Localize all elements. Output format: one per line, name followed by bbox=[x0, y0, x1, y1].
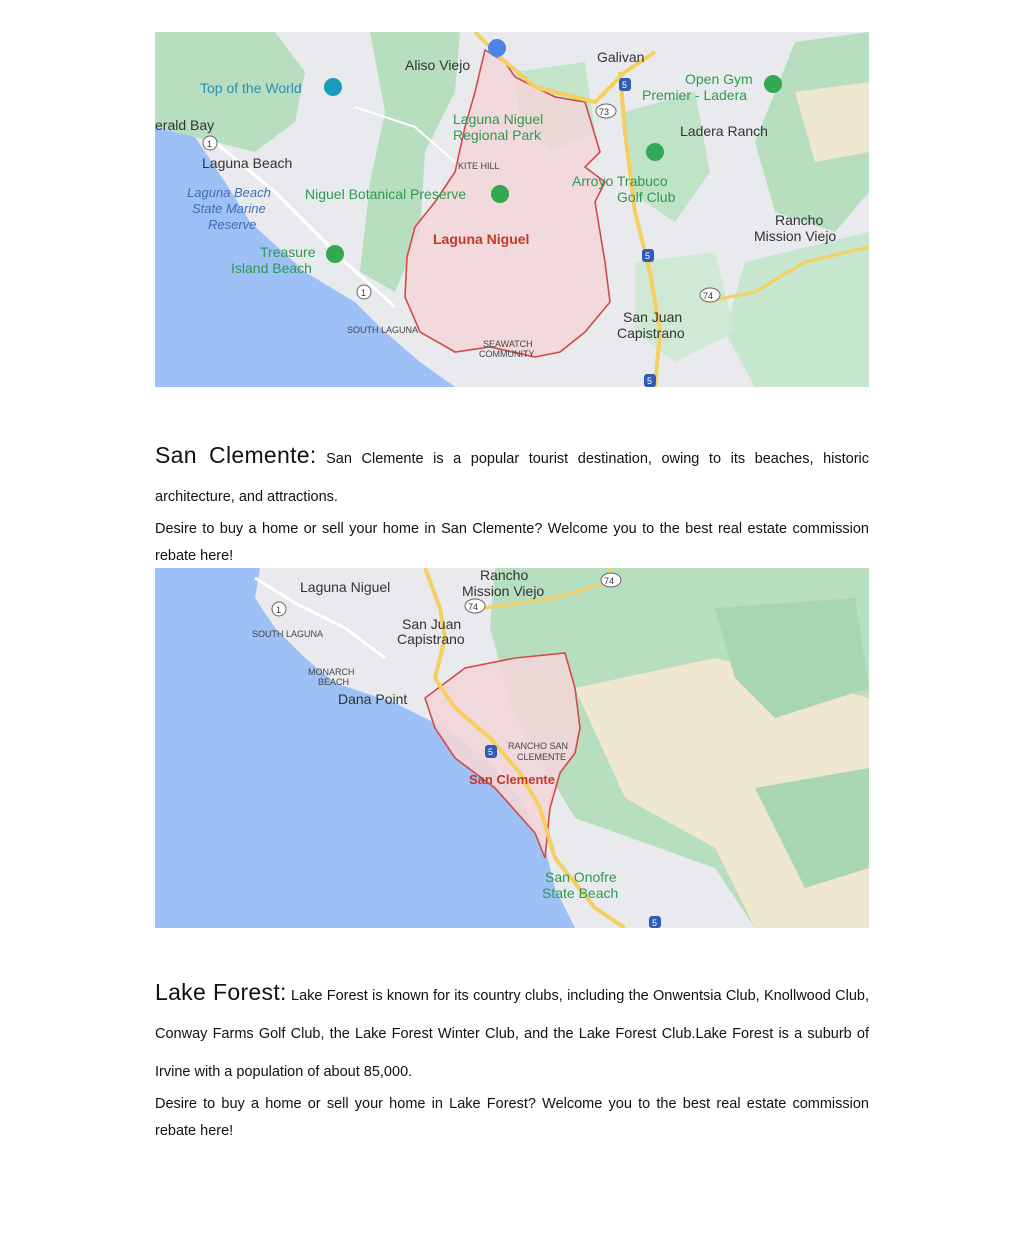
san-clemente-heading: San Clemente: bbox=[155, 442, 317, 468]
lake-forest-heading: Lake Forest: bbox=[155, 979, 287, 1005]
lake-forest-description: Lake Forest is known for its country clubs, including the Onwentsia Club, Knollwood Club, Conway Farms Golf Club, the Lake Forest Winter Club, and the Lake Forest Club.Lake Forest is a suburb of Irvine with a population of about 85,000. bbox=[155, 988, 870, 1080]
map1-label-rancho-mv-1: Rancho bbox=[775, 212, 824, 228]
map1-label-top-of-world: Top of the World bbox=[200, 80, 302, 96]
map2-label-city: San Clemente bbox=[469, 772, 555, 787]
gym-pin-icon[interactable] bbox=[764, 75, 782, 93]
map-san-clemente[interactable] bbox=[155, 568, 869, 928]
shopping-pin-icon[interactable] bbox=[488, 39, 506, 57]
map-laguna-niguel[interactable] bbox=[155, 32, 869, 387]
map1-label-emerald-bay: erald Bay bbox=[155, 117, 215, 133]
interstate-5-shield-icon-2 bbox=[642, 249, 654, 262]
camera-pin-icon[interactable] bbox=[324, 78, 342, 96]
svg-text:5: 5 bbox=[488, 747, 494, 757]
map2-label-rancho-sc-2: CLEMENTE bbox=[517, 752, 567, 762]
map1-label-botanical: Niguel Botanical Preserve bbox=[305, 186, 467, 202]
lake-forest-cta: Desire to buy a home or sell your home in Lake Forest? Welcome you to the best real estate commission rebate here! bbox=[155, 1096, 869, 1139]
golf-pin-icon[interactable] bbox=[646, 143, 664, 161]
map1-label-arroyo-2: Golf Club bbox=[617, 189, 676, 205]
map1-label-aliso-viejo: Aliso Viejo bbox=[405, 57, 471, 73]
map2-label-south-laguna: SOUTH LAGUNA bbox=[252, 629, 324, 639]
map1-label-treasure-2: Island Beach bbox=[231, 260, 312, 276]
map1-label-ladera-ranch: Ladera Ranch bbox=[680, 123, 768, 139]
svg-text:1: 1 bbox=[276, 605, 282, 615]
svg-text:1: 1 bbox=[207, 139, 213, 149]
map2-label-sjc-2: Capistrano bbox=[397, 631, 465, 647]
svg-text:74: 74 bbox=[604, 576, 615, 586]
route-74-shield-icon bbox=[601, 573, 621, 587]
map-san-clemente-canvas bbox=[155, 568, 869, 928]
route-74-shield-icon bbox=[700, 288, 720, 302]
route-73-shield-icon bbox=[596, 104, 616, 118]
map1-label-galivan: Galivan bbox=[597, 49, 645, 65]
svg-text:1: 1 bbox=[361, 288, 367, 298]
beach-pin-icon[interactable] bbox=[326, 245, 344, 263]
map1-label-laguna-beach: Laguna Beach bbox=[202, 155, 293, 171]
svg-text:74: 74 bbox=[468, 602, 479, 612]
interstate-5-shield-icon-3 bbox=[644, 374, 656, 387]
svg-text:5: 5 bbox=[645, 251, 651, 261]
interstate-5-shield-icon bbox=[485, 745, 497, 758]
map1-label-south-laguna: SOUTH LAGUNA bbox=[347, 325, 419, 335]
map1-label-ln-regional-park-2: Regional Park bbox=[453, 127, 541, 143]
map1-label-sjc-2: Capistrano bbox=[617, 325, 685, 341]
route-74-shield-icon-2 bbox=[465, 599, 485, 613]
route-1-shield-icon bbox=[203, 136, 217, 150]
map1-label-ln-regional-park-1: Laguna Niguel bbox=[453, 111, 544, 127]
map2-label-san-onofre-2: State Beach bbox=[542, 885, 619, 901]
map1-label-rancho-mv-2: Mission Viejo bbox=[754, 228, 837, 244]
map2-label-monarch-2: BEACH bbox=[318, 677, 350, 687]
map1-label-open-gym: Open Gym bbox=[685, 71, 753, 87]
map2-label-laguna-niguel: Laguna Niguel bbox=[300, 579, 391, 595]
map1-label-open-gym-2: Premier - Ladera bbox=[642, 87, 748, 103]
map1-label-arroyo-1: Arroyo Trabuco bbox=[572, 173, 668, 189]
svg-text:74: 74 bbox=[703, 291, 714, 301]
svg-text:5: 5 bbox=[647, 376, 653, 386]
lake-forest-section bbox=[155, 973, 869, 1145]
map2-label-rancho-mv-2: Mission Viejo bbox=[462, 583, 545, 599]
svg-text:5: 5 bbox=[652, 918, 658, 928]
map2-label-san-onofre-1: San Onofre bbox=[545, 869, 617, 885]
map1-label-city: Laguna Niguel bbox=[433, 231, 530, 247]
svg-text:5: 5 bbox=[622, 80, 628, 90]
map1-label-marine-1: Laguna Beach bbox=[187, 185, 271, 200]
san-clemente-description: San Clemente is a popular tourist destination, owing to its beaches, historic architecture, and attractions. bbox=[155, 451, 869, 505]
map2-label-rancho-sc-1: RANCHO SAN bbox=[508, 741, 569, 751]
map1-label-seawatch-1: SEAWATCH bbox=[483, 339, 533, 349]
garden-pin-icon[interactable] bbox=[491, 185, 509, 203]
san-clemente-paragraph bbox=[155, 436, 869, 516]
map1-label-treasure-1: Treasure bbox=[260, 244, 316, 260]
map2-label-monarch-1: MONARCH bbox=[308, 667, 355, 677]
map1-label-kite-hill: KITE HILL bbox=[458, 161, 500, 171]
map1-label-seawatch-2: COMMUNITY bbox=[479, 349, 535, 359]
map-laguna-niguel-canvas bbox=[155, 32, 869, 387]
map2-label-rancho-mv-1: Rancho bbox=[480, 568, 529, 583]
route-1-shield-icon-2 bbox=[357, 285, 371, 299]
route-1-shield-icon bbox=[272, 602, 286, 616]
san-clemente-section bbox=[155, 436, 869, 570]
interstate-5-shield-icon bbox=[619, 78, 631, 91]
lake-forest-paragraph bbox=[155, 973, 869, 1091]
map1-label-marine-3: Reserve bbox=[208, 217, 257, 232]
map2-label-dana-point: Dana Point bbox=[338, 691, 408, 707]
svg-text:73: 73 bbox=[599, 107, 610, 117]
interstate-5-shield-icon-2 bbox=[649, 916, 661, 928]
san-clemente-cta: Desire to buy a home or sell your home in San Clemente? Welcome you to the best real estate commission rebate here! bbox=[155, 521, 869, 564]
map2-label-sjc-1: San Juan bbox=[402, 616, 462, 632]
map1-label-sjc-1: San Juan bbox=[623, 309, 683, 325]
map1-label-marine-2: State Marine bbox=[192, 201, 266, 216]
